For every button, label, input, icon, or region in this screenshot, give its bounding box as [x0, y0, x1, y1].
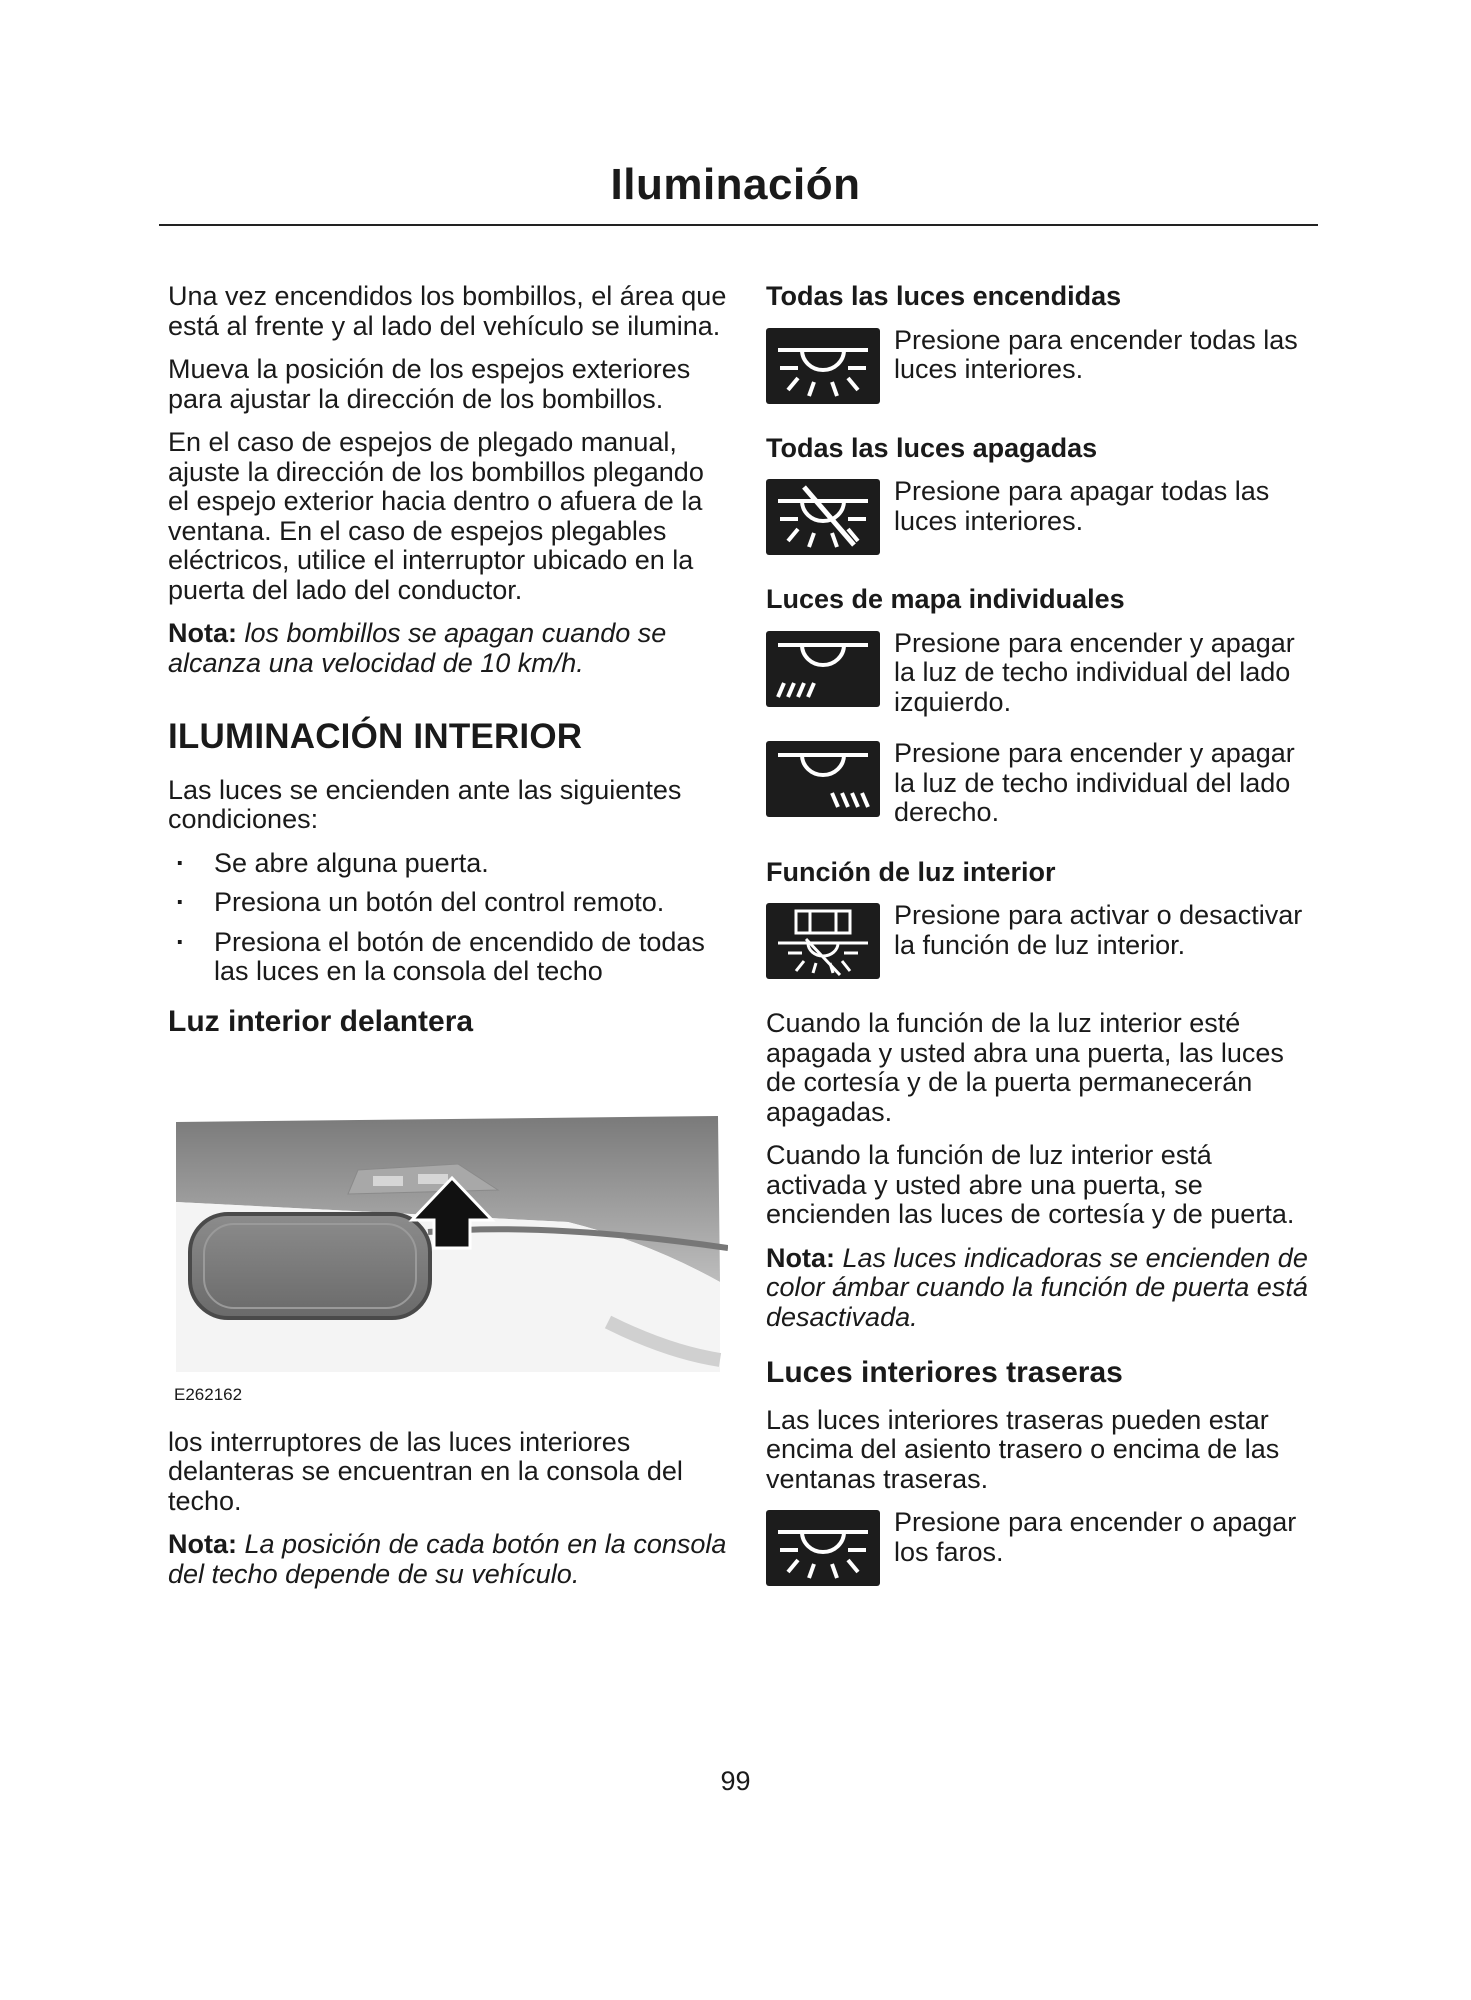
note-label: Nota:	[766, 1242, 835, 1273]
all-lights-on-heading: Todas las luces encendidas	[766, 281, 1122, 311]
note-label: Nota:	[168, 618, 237, 648]
all-lights-on-block	[766, 282, 1318, 404]
rear-lights-paragraph: Las luces interiores traseras pueden estar encima del asiento trasero o encima de las ventanas traseras.	[766, 1404, 1280, 1494]
note-label: Nota:	[168, 1529, 237, 1559]
subheading-front-interior-light: Luz interior delantera	[168, 1004, 474, 1038]
figure-id: E262162	[174, 1385, 243, 1404]
note-text: Las luces indicadoras se encienden de color ámbar cuando la función de puerta está desactivada.	[766, 1242, 1308, 1332]
map-light-right-text: Presione para encender y apagar la luz de techo individual del lado derecho.	[894, 738, 1295, 827]
door-light-function-icon	[766, 903, 880, 979]
note-button-position	[168, 1530, 728, 1589]
switches-location-text: los interruptores de las luces interiores delanteras se encuentran en la consola del techo.	[168, 1426, 683, 1516]
list-item: · Presiona el botón de encendido de todas las luces en la consola del techo	[168, 928, 728, 987]
map-light-left-icon	[766, 631, 880, 707]
list-item: · Se abre alguna puerta.	[168, 849, 728, 879]
all-lights-off-text: Presione para apagar todas las luces interiores.	[894, 476, 1270, 536]
map-light-right-icon	[766, 741, 880, 817]
intro-paragraph-2: Mueva la posición de los espejos exteriores para ajustar la dirección de los bombillos.	[168, 354, 691, 414]
subheading-rear-interior-lights: Luces interiores traseras	[766, 1356, 1123, 1389]
intro-paragraph-3: En el caso de espejos de plegado manual, ajuste la dirección de los bombillos plegando el espejo exterior hacia dentro o afuera de la ventana. En el caso de espejos plegables eléctricos, utilice el interruptor ubicado en la puerta del lado del conductor.	[168, 427, 704, 605]
interior-light-function-text: Presione para activar o desactivar la función de luz interior.	[894, 900, 1303, 960]
right-column	[766, 282, 1318, 1608]
function-on-paragraph: Cuando la función de luz interior está activada y usted abre una puerta, se encienden las luces de cortesía y de puerta.	[766, 1140, 1295, 1229]
note-speed	[168, 619, 728, 678]
all-lights-off-block	[766, 434, 1318, 556]
conditions-list	[168, 849, 728, 987]
map-lights-heading: Luces de mapa individuales	[766, 584, 1125, 614]
interior-light-function-heading: Función de luz interior	[766, 856, 1056, 887]
interior-light-function-block	[766, 858, 1318, 980]
section-heading-interior-lighting: ILUMINACIÓN INTERIOR	[168, 717, 583, 756]
map-lights-block	[766, 585, 1318, 828]
function-off-paragraph: Cuando la función de la luz interior esté apagada y usted abra una puerta, las luces de cortesía y de la puerta permanecerán apagadas.	[766, 1008, 1284, 1127]
title-divider	[159, 224, 1318, 226]
intro-paragraph-1: Una vez encendidos los bombillos, el área que está al frente y al lado del vehículo se ilumina.	[168, 281, 727, 341]
map-light-left-text: Presione para encender y apagar la luz de techo individual del lado izquierdo.	[894, 627, 1295, 717]
page-title: Iluminación	[610, 160, 861, 209]
left-column	[168, 282, 728, 1603]
all-lights-off-heading: Todas las luces apagadas	[766, 432, 1098, 463]
dome-light-on-icon	[766, 328, 880, 404]
overhead-console-illustration	[168, 1072, 728, 1372]
rear-lights-button-text: Presione para encender o apagar los faros.	[894, 1507, 1297, 1567]
note-text: los bombillos se apagan cuando se alcanza una velocidad de 10 km/h.	[168, 618, 667, 678]
note-text: La posición de cada botón en la consola del techo depende de su vehículo.	[168, 1529, 727, 1589]
list-item: · Presiona un botón del control remoto.	[168, 888, 728, 918]
conditions-intro: Las luces se encienden ante las siguientes condiciones:	[168, 774, 682, 834]
page-number: 99	[720, 1766, 751, 1796]
rear-dome-light-icon	[766, 1510, 880, 1586]
dome-light-off-icon	[766, 479, 880, 555]
note-amber-indicators	[766, 1244, 1318, 1333]
all-lights-on-text: Presione para encender todas las luces interiores.	[894, 324, 1298, 384]
